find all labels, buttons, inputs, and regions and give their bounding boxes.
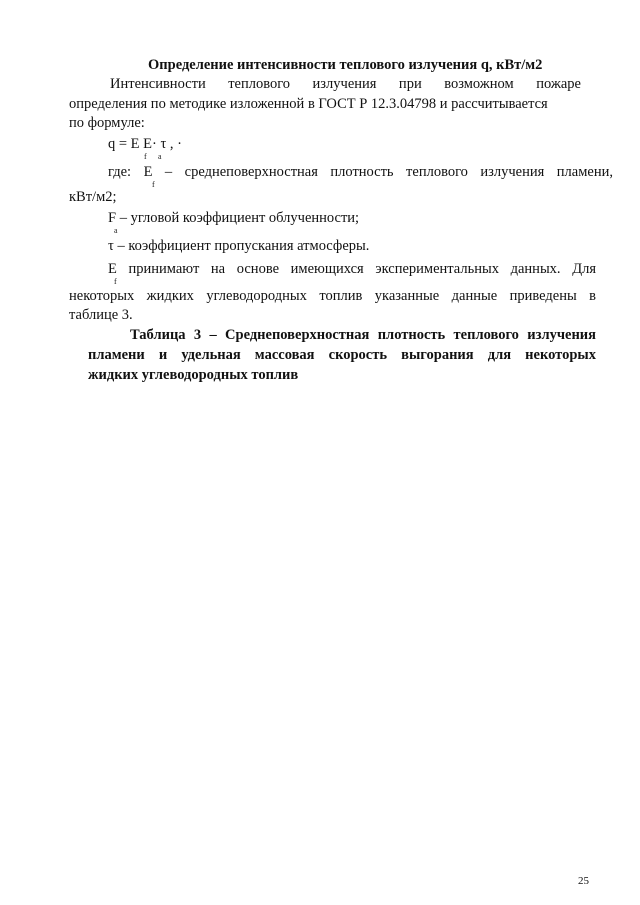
intro-line-3: по формуле: xyxy=(69,115,145,131)
table-caption-line-3: жидких углеводородных топлив xyxy=(88,367,299,383)
table-caption-line-1: Таблица 3 – Среднеповерхностная плотность теплового излучения xyxy=(130,327,596,343)
definition-F: F – угловой коэффициент облученности; xyxy=(108,210,360,226)
definition-tau: τ – коэффициент пропускания атмосферы. xyxy=(108,238,370,254)
paragraph-subscript-f: f xyxy=(114,277,117,286)
table-caption-line-2: пламени и удельная массовая скорость выгорания для некоторых xyxy=(88,347,596,363)
intro-line-2: определения по методике изложенной в ГОСТ Р 12.3.04798 и рассчитывается xyxy=(69,96,548,112)
page-number: 25 xyxy=(578,875,589,887)
definition-F-subscript: a xyxy=(114,226,118,235)
where-line-1: где: E – среднеповерхностная плотность теплового излучения пламени, xyxy=(108,164,613,180)
paragraph-line-2: некоторых жидких углеводородных топлив указанные данные приведены в xyxy=(69,288,596,304)
intro-line-1: Интенсивности теплового излучения при возможном пожаре xyxy=(110,76,581,92)
formula-subscript-f: f xyxy=(144,152,147,161)
where-line-2: кВт/м2; xyxy=(69,189,117,205)
where-subscript-f: f xyxy=(152,180,155,189)
paragraph-line-3: таблице 3. xyxy=(69,307,133,323)
paragraph-line-1: E принимают на основе имеющихся экспериментальных данных. Для xyxy=(108,261,596,277)
section-heading: Определение интенсивности теплового излучения q, кВт/м2 xyxy=(148,57,543,73)
formula-subscript-a: a xyxy=(158,152,162,161)
formula: q = E E· τ , · xyxy=(108,136,183,152)
